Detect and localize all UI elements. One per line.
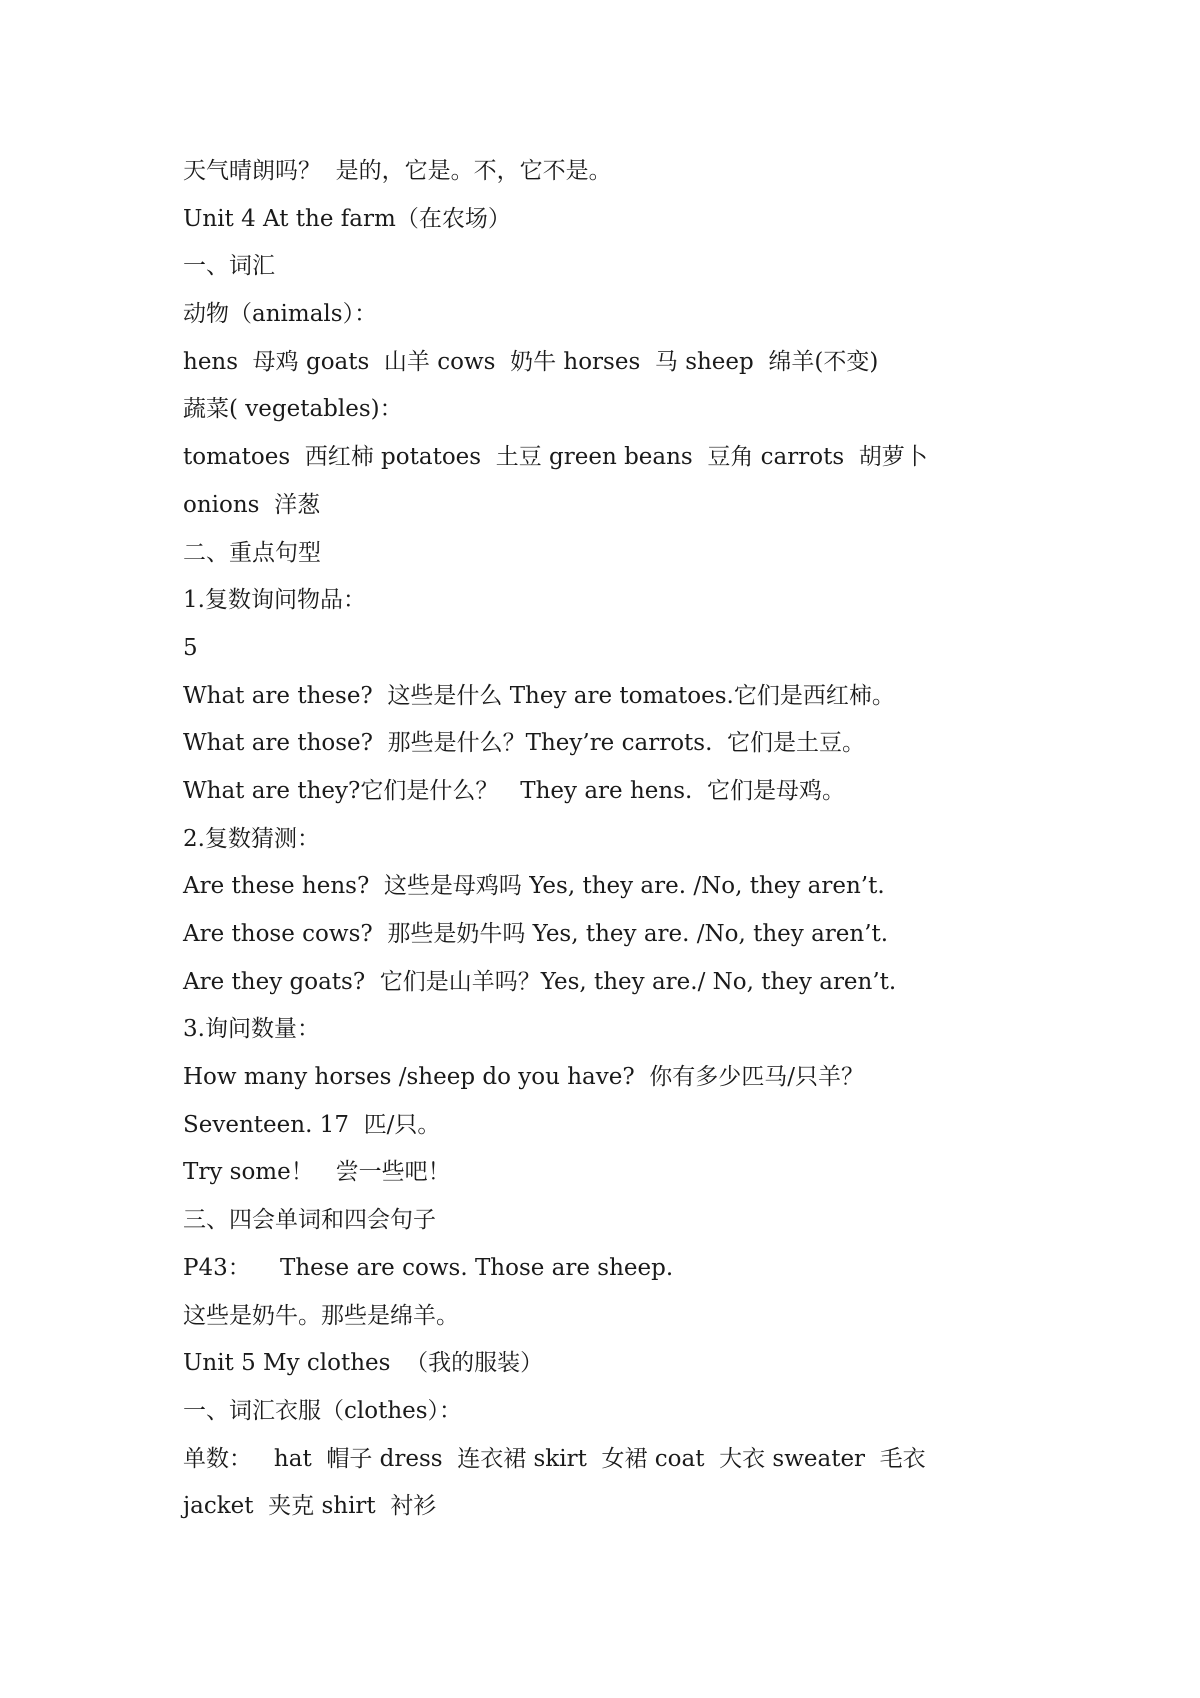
- section-heading-four-skills: 三、四会单词和四会句子: [183, 1207, 436, 1234]
- page-number: 5: [183, 634, 198, 661]
- section-heading-vocabulary: 一、词汇: [183, 253, 275, 280]
- text-line: 这些是奶牛。那些是绵羊。: [183, 1302, 459, 1329]
- unit-5-heading: Unit 5 My clothes （我的服装）: [183, 1350, 544, 1377]
- text-line: onions 洋葱: [183, 491, 321, 518]
- text-line: What are these? 这些是什么 They are tomatoes.它们是西红柿。: [183, 682, 895, 709]
- unit-4-heading: Unit 4 At the farm（在农场）: [183, 205, 511, 232]
- text-line: Are those cows? 那些是奶牛吗 Yes, they are. /No, they aren’t.: [183, 921, 889, 947]
- document-body: [183, 148, 1083, 1531]
- text-line: Try some！ 尝一些吧！: [183, 1159, 451, 1186]
- text-line: P43： These are cows. Those are sheep.: [183, 1254, 674, 1281]
- section-heading-clothes: 一、词汇衣服（clothes）：: [183, 1397, 463, 1424]
- text-line: tomatoes 西红柿 potatoes 土豆 green beans 豆角 carrots 胡萝卜: [183, 444, 928, 471]
- text-line: 单数： hat 帽子 dress 连衣裙 skirt 女裙 coat 大衣 sweater 毛衣: [183, 1445, 926, 1472]
- text-line: 蔬菜( vegetables)：: [183, 396, 403, 423]
- text-line: What are those? 那些是什么？They’re carrots. 它们是土豆。: [183, 730, 866, 757]
- text-line: Are they goats? 它们是山羊吗？Yes, they are./ No, they aren’t.: [183, 968, 897, 995]
- section-heading-key-sentences: 二、重点句型: [183, 539, 321, 566]
- text-line: What are they?它们是什么？ They are hens. 它们是母鸡。: [183, 777, 845, 804]
- text-line: Are these hens? 这些是母鸡吗 Yes, they are. /No, they aren’t.: [183, 873, 885, 900]
- text-line: jacket 夹克 shirt 衬衫: [183, 1493, 437, 1520]
- text-line: How many horses /sheep do you have? 你有多少匹马/只羊？: [183, 1064, 865, 1091]
- text-line: 天气晴朗吗？ 是的，它是。不，它不是。: [183, 158, 612, 184]
- text-line: 3.询问数量：: [183, 1016, 320, 1043]
- text-line: 动物（animals）：: [183, 301, 378, 328]
- text-line: Seventeen. 17 匹/只。: [183, 1111, 441, 1138]
- text-line: 1.复数询问物品：: [183, 587, 366, 614]
- text-line: hens 母鸡 goats 山羊 cows 奶牛 horses 马 sheep 绵羊(不变): [183, 348, 879, 375]
- text-line: 2.复数猜测：: [183, 825, 320, 852]
